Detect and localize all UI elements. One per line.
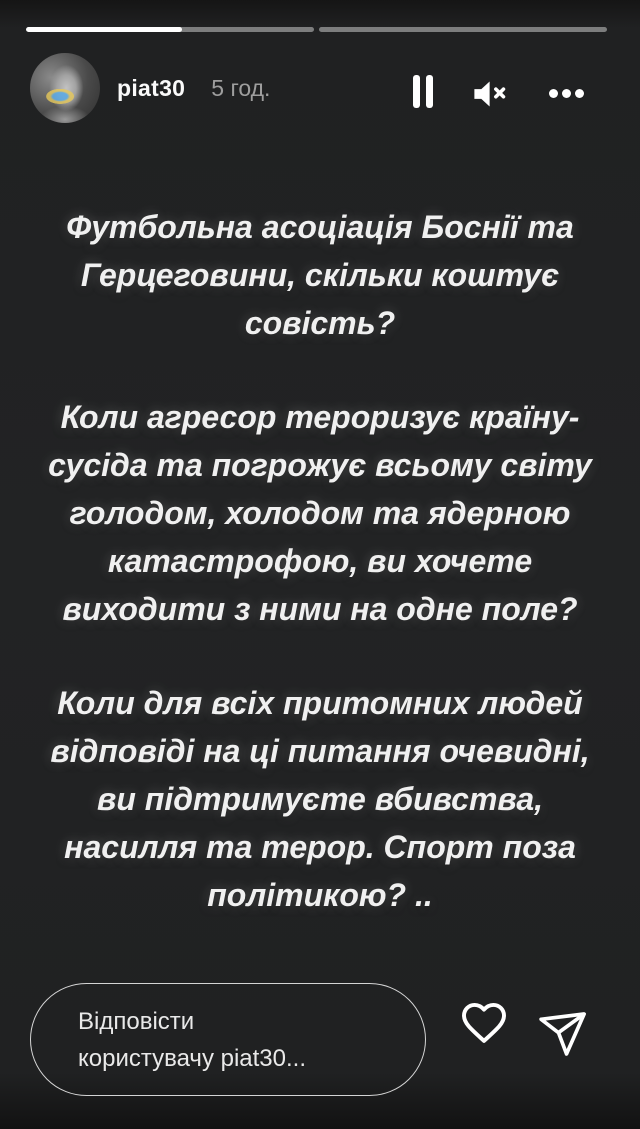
story-text — [30, 203, 610, 919]
mute-button[interactable] — [473, 79, 509, 109]
share-button[interactable] — [539, 1010, 591, 1062]
story-timestamp: 5 год. — [211, 74, 271, 101]
story-progress-bar — [26, 27, 607, 32]
story-header — [30, 53, 270, 123]
story-paragraph: Коли для всіх притомних людей відповіді на ці питання очевидні, ви підтримуєте вбивства, насилля та терор. Спорт поза політикою? .. — [50, 685, 590, 913]
muted-speaker-icon — [473, 79, 509, 109]
progress-segment-1 — [26, 27, 314, 32]
heart-icon — [459, 997, 509, 1047]
pause-icon — [409, 75, 437, 108]
three-dots-menu-icon — [546, 84, 586, 102]
progress-segment-2 — [319, 27, 607, 32]
reply-input[interactable] — [30, 983, 426, 1096]
pause-button[interactable] — [409, 73, 437, 109]
reply-placeholder: користувачу piat30... — [78, 1045, 306, 1072]
reply-placeholder: Відповісти — [78, 1008, 195, 1035]
more-options-button[interactable] — [546, 84, 586, 102]
paper-plane-icon — [539, 1010, 591, 1062]
like-button[interactable] — [459, 997, 509, 1047]
story-paragraph: Коли агресор тероризує країну- сусіда та погрожує всьому світу голодом, холодом та ядерною катастрофою, ви хочете виходити з ними на одне поле? — [48, 399, 592, 627]
progress-fill — [26, 27, 182, 32]
story-paragraph: Футбольна асоціація Боснії та Герцеговини, скільки коштує совість? — [66, 209, 574, 341]
avatar[interactable] — [30, 53, 100, 123]
username[interactable]: piat30 — [117, 74, 186, 101]
